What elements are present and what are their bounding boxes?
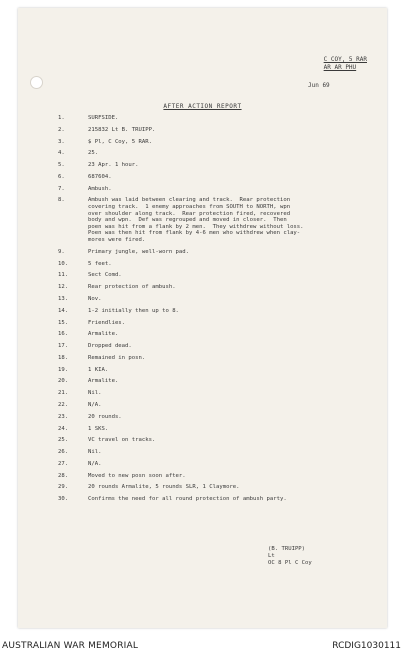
signature-appointment: OC 8 Pl C Coy: [268, 560, 312, 567]
item-number: 15.: [58, 319, 69, 326]
header-location: AR AR PHU: [323, 64, 357, 71]
item-number: 17.: [58, 343, 69, 350]
item-number: 29.: [58, 484, 69, 491]
report-item: [58, 473, 358, 480]
item-text: Armalite.: [88, 331, 119, 338]
item-text: 1 SKS.: [88, 425, 109, 432]
report-item: [58, 449, 358, 456]
item-text: 1-2 initially then up to 8.: [88, 307, 179, 314]
item-number: 9.: [58, 248, 65, 255]
report-item: [58, 461, 358, 468]
report-date: Jun 69: [308, 82, 330, 89]
item-text: N/A.: [88, 460, 102, 467]
punch-hole: [30, 76, 43, 89]
item-text: Nov.: [88, 295, 102, 302]
report-item: [58, 150, 358, 157]
item-text: $ Pl, C Coy, 5 RAR.: [88, 138, 152, 145]
report-item: [58, 127, 358, 134]
item-text: Moved to new posn soon after.: [88, 472, 186, 479]
report-item: [58, 115, 358, 122]
item-text: 20 rounds.: [88, 413, 122, 420]
report-item: [58, 331, 358, 338]
item-text: 25.: [88, 150, 99, 157]
report-item: [58, 320, 358, 327]
item-text: N/A.: [88, 401, 102, 408]
header-block: [324, 56, 367, 72]
report-item: [58, 484, 358, 491]
item-text: 1 KIA.: [88, 366, 109, 373]
report-item: [58, 378, 358, 385]
item-text: Confirms the need for all round protection of ambush party.: [88, 496, 287, 503]
item-number: 28.: [58, 472, 69, 479]
item-number: 24.: [58, 425, 69, 432]
report-item: [58, 162, 358, 169]
item-number: 19.: [58, 366, 69, 373]
signature-rank: Lt: [268, 553, 275, 560]
item-number: 25.: [58, 437, 69, 444]
footer-record-id: RCDIG1030111: [332, 641, 401, 651]
report-items: [58, 115, 358, 508]
report-item: [58, 272, 358, 279]
report-item: [58, 367, 358, 374]
item-text: Ambush.: [88, 185, 112, 192]
signature-name: (B. TRUIPP): [268, 546, 306, 552]
item-text: 20 rounds Armalite, 5 rounds SLR, 1 Claymore.: [88, 484, 240, 491]
header-unit: C COY, 5 RAR: [323, 56, 367, 63]
item-text: Remained in posn.: [88, 354, 146, 361]
item-number: 16.: [58, 331, 69, 338]
item-text: 215832 Lt B. TRUIPP.: [88, 126, 156, 133]
report-item: [58, 496, 358, 503]
item-text: Nil.: [88, 390, 102, 397]
item-number: 13.: [58, 295, 69, 302]
report-title: AFTER ACTION REPORT: [163, 103, 242, 110]
report-item: [58, 343, 358, 350]
item-number: 18.: [58, 354, 69, 361]
report-item: [58, 261, 358, 268]
item-text: SURFSIDE.: [88, 115, 119, 121]
archive-footer: [0, 640, 405, 654]
item-text: 5 feet.: [88, 260, 112, 267]
item-number: 20.: [58, 378, 69, 385]
report-item: [58, 249, 358, 256]
item-text: Rear protection of ambush.: [88, 284, 176, 291]
item-number: 2.: [58, 126, 65, 133]
item-number: 6.: [58, 173, 65, 180]
item-number: 21.: [58, 390, 69, 397]
item-number: 10.: [58, 260, 69, 267]
report-item: [58, 390, 358, 397]
item-number: 1.: [58, 115, 65, 121]
report-item: [58, 186, 358, 193]
item-number: 12.: [58, 284, 69, 291]
item-number: 7.: [58, 185, 65, 192]
footer-archive-name: AUSTRALIAN WAR MEMORIAL: [2, 641, 139, 651]
item-number: 23.: [58, 413, 69, 420]
report-item: [58, 414, 358, 421]
item-number: 5.: [58, 162, 65, 169]
report-item: [58, 402, 358, 409]
report-item: [58, 174, 358, 181]
item-text: Ambush was laid between clearing and track. Rear protection covering track. 1 enemy approaches from SOUTH to NORTH, wpn over shoulder along track. Rear protection fired, recovered body and wpn. Def was regrouped and moved in closer. Then poen was hit from a flank by 2 men. They withdrew without loss. Poen was then hit from flank by 4-6 men who withdrew when clay- mores were fired.: [88, 197, 304, 244]
item-number: 3.: [58, 138, 65, 145]
item-text: Friendlies.: [88, 319, 126, 326]
item-number: 27.: [58, 460, 69, 467]
item-number: 4.: [58, 150, 65, 157]
report-item: [58, 197, 358, 243]
item-text: VC travel on tracks.: [88, 437, 156, 444]
item-text: 687604.: [88, 173, 112, 180]
item-text: Armalite.: [88, 378, 119, 385]
item-text: Dropped dead.: [88, 343, 132, 350]
item-number: 26.: [58, 449, 69, 456]
item-number: 11.: [58, 272, 69, 279]
signature-block: [268, 546, 312, 568]
item-text: 23 Apr. 1 hour.: [88, 162, 139, 169]
document-page: [18, 8, 387, 628]
report-item: [58, 437, 358, 444]
report-item: [58, 284, 358, 291]
report-item: [58, 308, 358, 315]
report-item: [58, 139, 358, 146]
item-number: 8.: [58, 197, 65, 204]
item-text: Sect Comd.: [88, 272, 122, 279]
item-number: 30.: [58, 496, 69, 503]
item-number: 14.: [58, 307, 69, 314]
report-item: [58, 296, 358, 303]
item-text: Nil.: [88, 449, 102, 456]
report-item: [58, 426, 358, 433]
report-item: [58, 355, 358, 362]
item-number: 22.: [58, 401, 69, 408]
item-text: Primary jungle, well-worn pad.: [88, 248, 190, 255]
